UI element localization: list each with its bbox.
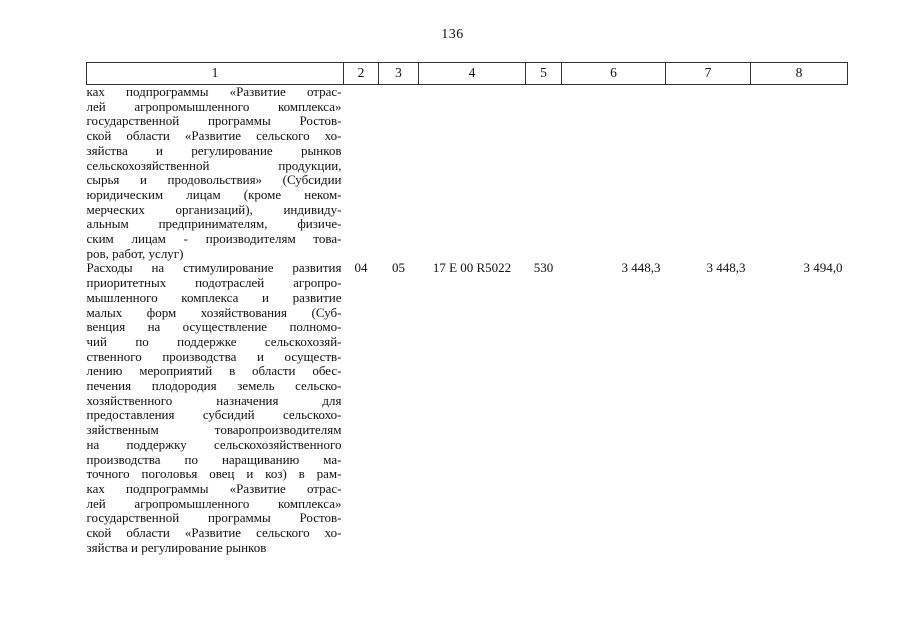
description-line: Расходы на стимулирование развития (86, 260, 342, 276)
description-line: ской области «Развитие сельского хо- (86, 128, 342, 144)
description-line: зяйственным товаропроизводителям (86, 422, 342, 438)
budget-table (86, 62, 848, 556)
table-row (87, 261, 848, 555)
cell-expense-type (526, 85, 562, 262)
description-line: лей агропромышленного комплекса» (86, 495, 342, 511)
description-line: печения плодородия земель сельско- (86, 378, 342, 394)
description-line: чий по поддержке сельскохозяй- (86, 333, 342, 349)
description-line: малых форм хозяйствования (Суб- (86, 304, 342, 320)
column-header-3: 3 (379, 63, 419, 85)
description-line: производства по наращиванию ма- (86, 451, 342, 467)
description-line: ским лицам - производителям това- (86, 231, 342, 247)
description-line: альным предпринимателям, физиче- (86, 216, 342, 232)
description-line: мышленного комплекса и развитие (86, 289, 342, 305)
description-line: ственного производства и осуществ- (86, 348, 342, 364)
description-line: зяйства и регулирование рынков (86, 142, 342, 158)
cell-section (344, 85, 379, 262)
page-number: 136 (441, 27, 464, 42)
description-line: ках подпрограммы «Развитие отрас- (86, 480, 342, 496)
description-line: приоритетных подотраслей агропро- (86, 275, 342, 291)
description-line: предоставления субсидий сельскохо- (86, 407, 342, 423)
column-header-6: 6 (562, 63, 666, 85)
cell-amount-year-3: 3 494,0 (803, 260, 843, 276)
description-line: ской области «Развитие сельского хо- (86, 525, 342, 541)
column-header-7: 7 (666, 63, 751, 85)
cell-target-article: 17 Е 00 R5022 (432, 260, 512, 276)
description-line: сельскохозяйственной продукции, (86, 157, 342, 173)
cell-amount-year-3 (751, 85, 848, 262)
cell-amount-year-2: 3 448,3 (706, 260, 746, 276)
description-line: зяйства и регулирование рынков (86, 539, 267, 555)
column-header-5: 5 (526, 63, 562, 85)
cell-section: 04 (354, 260, 368, 276)
table-row (87, 85, 848, 262)
column-header-4: 4 (419, 63, 526, 85)
cell-amount-year-1: 3 448,3 (621, 260, 661, 276)
description-line: точного поголовья овец и коз) в рам- (86, 466, 342, 482)
cell-subsection (379, 85, 419, 262)
cell-target-article (419, 85, 526, 262)
column-header-1: 1 (87, 63, 344, 85)
description-line: государственной программы Ростов- (86, 510, 342, 526)
description-line: венция на осуществление полномо- (86, 319, 342, 335)
cell-amount-year-1 (562, 85, 666, 262)
description-line: на поддержку сельскохозяйственного (86, 436, 342, 452)
description-line: хозяйственного назначения для (86, 392, 342, 408)
description-line: мерческих организаций), индивиду- (86, 201, 342, 217)
description-line: юридическим лицам (кроме неком- (86, 186, 342, 202)
description-line: ках подпрограммы «Развитие отрас- (86, 84, 342, 99)
description-line: лению мероприятий в области обес- (86, 363, 342, 379)
column-header-8: 8 (751, 63, 848, 85)
cell-expense-type: 530 (533, 260, 554, 276)
cell-subsection: 05 (392, 260, 405, 276)
row-description (87, 85, 344, 262)
description-line: лей агропромышленного комплекса» (86, 98, 342, 114)
description-line: ров, работ, услуг) (86, 245, 184, 261)
header-row (87, 63, 848, 85)
description-line: государственной программы Ростов- (86, 113, 342, 129)
row-description (87, 261, 344, 555)
column-header-2: 2 (344, 63, 379, 85)
description-line: сырья и продовольствия» (Субсидии (86, 172, 342, 188)
cell-amount-year-2 (666, 85, 751, 262)
